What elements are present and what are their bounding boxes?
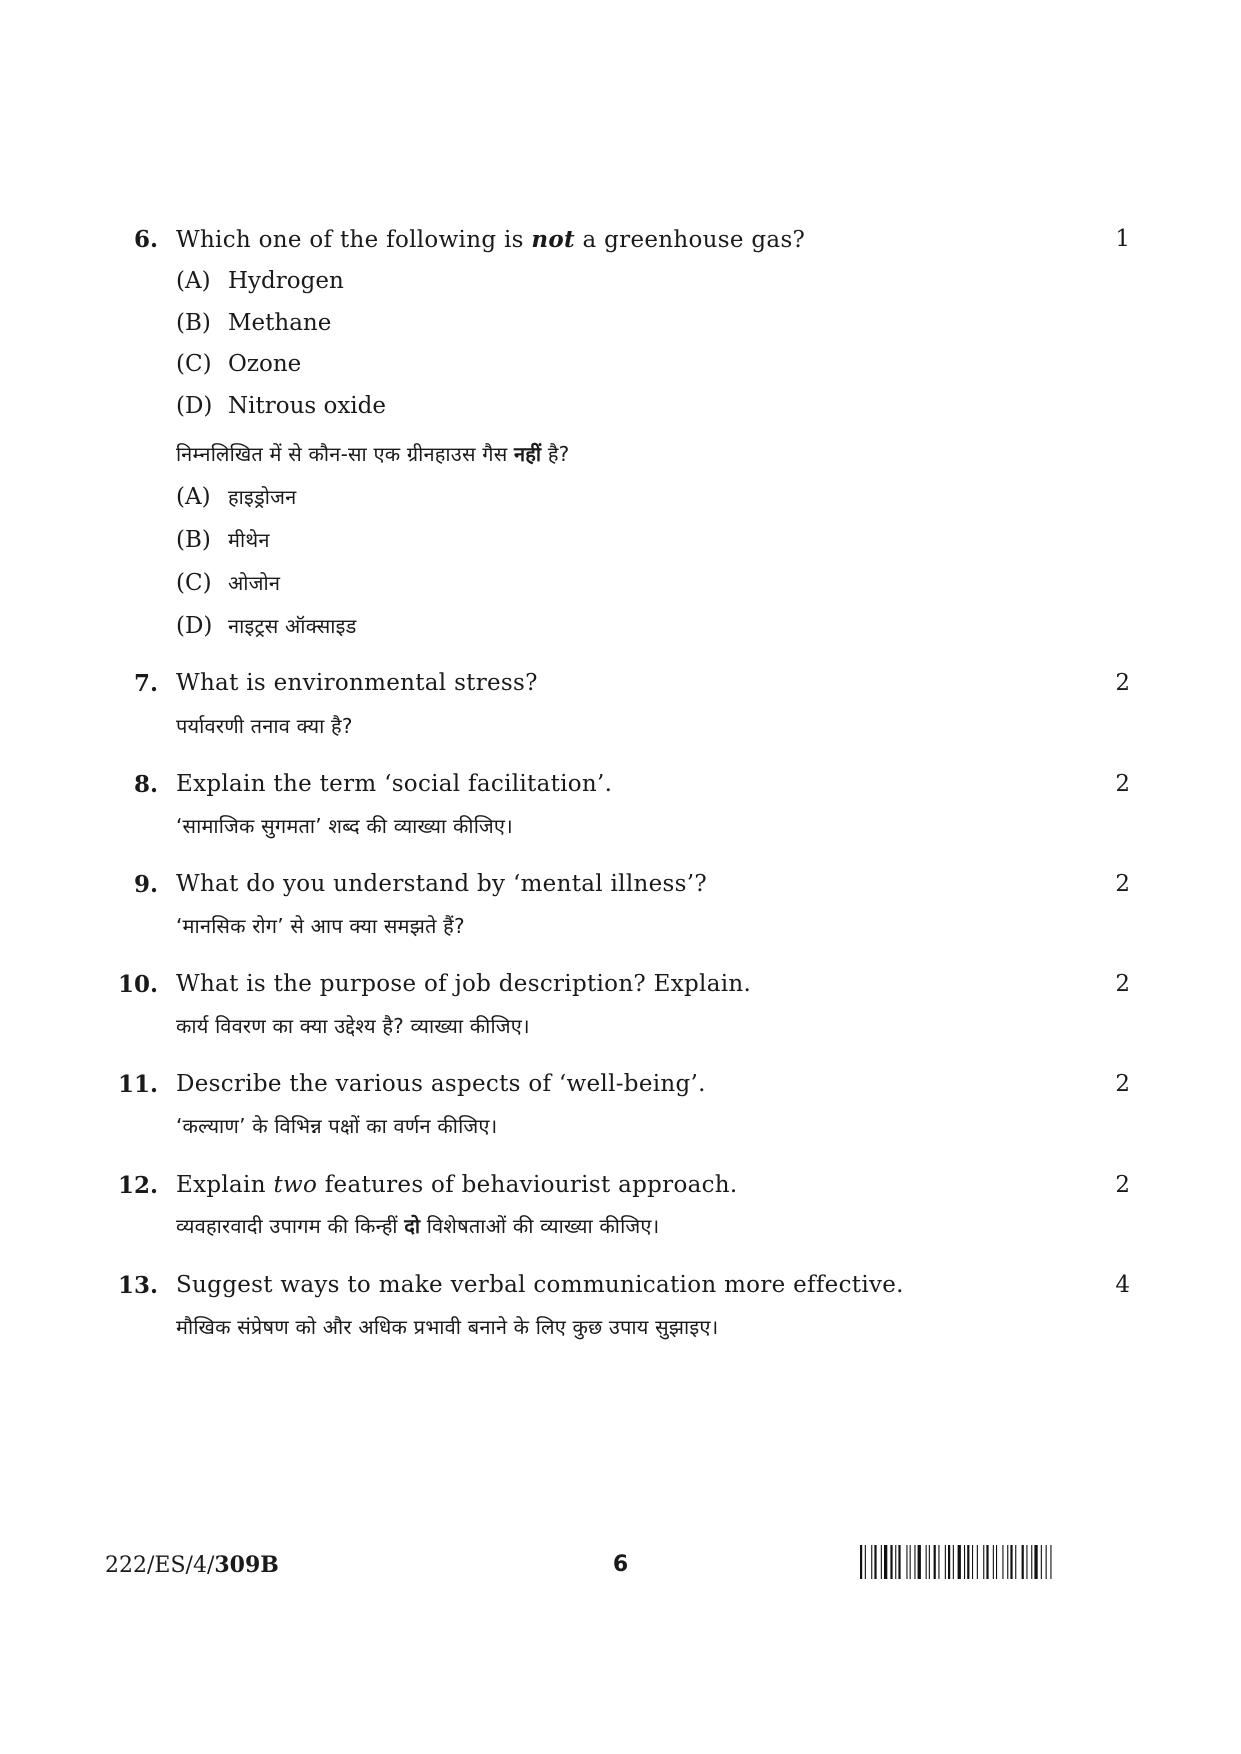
question-text-hi: निम्नलिखित में से कौन-सा एक ग्रीनहाउस गैस नहीं है? (176, 442, 570, 466)
question-text-en: Suggest ways to make verbal communication more effective. (176, 1272, 904, 1298)
question-number: 9. (133, 871, 158, 898)
option-c-en: (C) Ozone (176, 351, 302, 377)
question-13-text-hi: मौखिक संप्रेषण को और अधिक प्रभावी बनाने के लिए कुछ उपाय सुझाइए। (176, 1315, 719, 1339)
question-text-en: What is environmental stress? (176, 670, 538, 696)
question-number: 7. (133, 670, 158, 697)
question-number: 13. (117, 1272, 158, 1299)
question-text-en: What do you understand by ‘mental illness’? (176, 871, 707, 897)
option-a-en: (A) Hydrogen (176, 268, 344, 294)
question-marks: 2 (1115, 771, 1130, 797)
question-12-text-hi: व्यवहारवादी उपागम की किन्हीं दो विशेषताओं की व्याख्या कीजिए। (176, 1214, 660, 1238)
question-text-en: Which one of the following is not a greenhouse gas? (176, 226, 806, 253)
question-9-text-hi: ‘मानसिक रोग’ से आप क्या समझते हैं? (176, 914, 465, 938)
question-number: 12. (117, 1172, 158, 1199)
question-text-en: What is the purpose of job description? Explain. (176, 971, 752, 997)
option-d-en: (D) Nitrous oxide (176, 393, 387, 419)
question-marks: 1 (1115, 226, 1130, 252)
question-number: 8. (133, 771, 158, 798)
question-marks: 2 (1115, 1172, 1130, 1198)
question-number: 10. (117, 971, 158, 998)
question-11-text-hi: ‘कल्याण’ के विभिन्न पक्षों का वर्णन कीजिए। (176, 1114, 498, 1138)
question-text-en: Explain two features of behaviourist approach. (176, 1172, 738, 1198)
question-text-en: Explain the term ‘social facilitation’. (176, 771, 613, 797)
question-marks: 2 (1115, 670, 1130, 696)
page-number: 6 (612, 1552, 629, 1577)
question-marks: 4 (1115, 1272, 1130, 1298)
option-d-hi: (D) नाइट्रस ऑक्साइड (176, 613, 357, 639)
question-marks: 2 (1115, 871, 1130, 897)
paper-code: 222/ES/4/309B (105, 1552, 279, 1578)
question-number: 6. (133, 226, 158, 253)
question-8-text-hi: ‘सामाजिक सुगमता’ शब्द की व्याख्या कीजिए। (176, 814, 513, 838)
question-number: 11. (117, 1071, 158, 1098)
option-b-en: (B) Methane (176, 310, 332, 336)
option-b-hi: (B) मीथेन (176, 527, 270, 553)
question-marks: 2 (1115, 971, 1130, 997)
option-c-hi: (C) ओजोन (176, 570, 281, 596)
barcode-image (860, 1545, 1120, 1579)
question-7-text-hi: पर्यावरणी तनाव क्या है? (176, 714, 353, 738)
question-10-text-hi: कार्य विवरण का क्या उद्देश्य है? व्याख्या कीजिए। (176, 1014, 530, 1038)
option-a-hi: (A) हाइड्रोजन (176, 484, 297, 510)
question-text-en: Describe the various aspects of ‘well-being’. (176, 1071, 706, 1097)
question-marks: 2 (1115, 1071, 1130, 1097)
